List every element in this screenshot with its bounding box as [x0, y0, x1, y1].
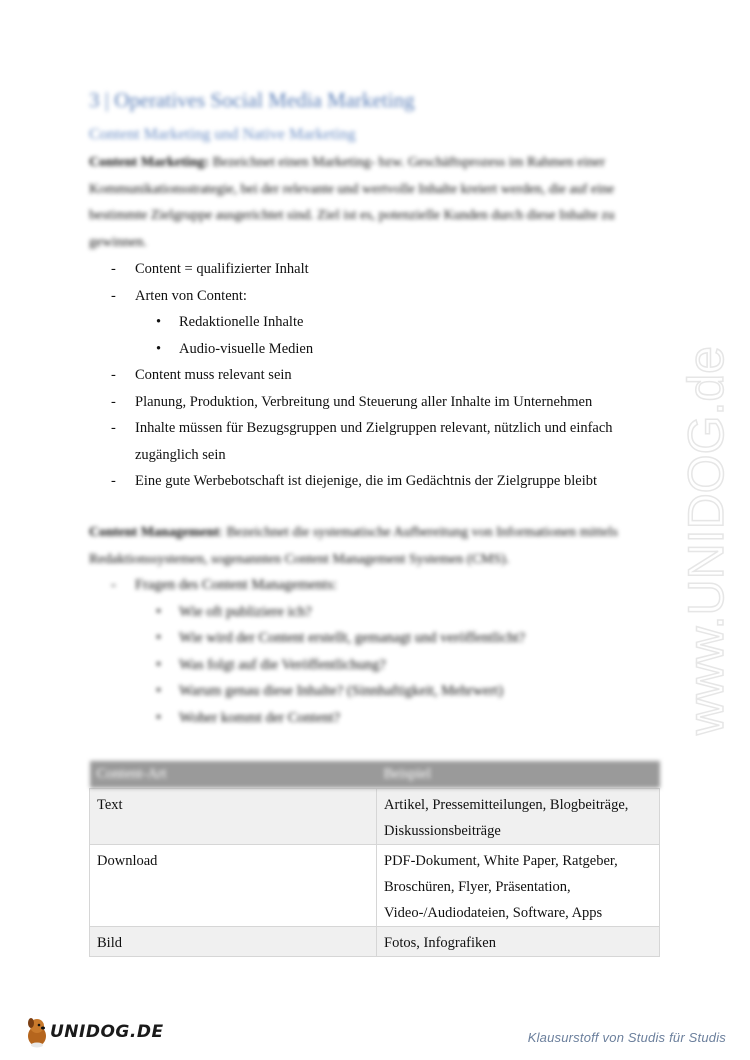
watermark — [665, 280, 745, 740]
table-row — [90, 845, 660, 927]
content-marketing-definition — [89, 150, 664, 256]
list-item: - Planung, Produktion, Verbreitung und Steuerung aller Inhalte im Unternehmen — [111, 393, 593, 410]
table-cell: Fotos, Infografiken — [377, 927, 660, 957]
logo-text: UNIDOG.DE — [50, 1022, 164, 1042]
content-management-text: : Bezeichnet die systematische Aufbereitung von Informationen mittels Redaktionssystemen, sogenannten Content Management Systemen (CMS). — [89, 525, 618, 567]
dog-mascot-icon — [28, 1018, 46, 1048]
table-cell: Artikel, Pressemitteilungen, Blogbeiträge, Diskussionsbeiträge — [377, 789, 660, 845]
content-management-definition — [89, 520, 664, 573]
table-cell: Text — [90, 789, 377, 845]
list-item: • Audio-visuelle Medien — [156, 340, 314, 357]
list-item: • Was folgt auf die Veröffentlichung? — [156, 656, 386, 673]
content-management-questions — [89, 572, 669, 731]
section-title: 3 | Operatives Social Media Marketing — [89, 88, 415, 112]
list-item: - Arten von Content: — [111, 287, 247, 304]
list-item: - Content muss relevant sein — [111, 367, 292, 383]
list-item: • Wie wird der Content erstellt, gemanagt und veröffentlicht? — [156, 630, 526, 646]
table-row — [90, 789, 660, 845]
table-header-example: Beispiel — [377, 761, 660, 789]
footer-tagline: Klausurstoff von Studis für Studis — [527, 1030, 726, 1045]
content-marketing-term: Content Marketing: — [89, 155, 210, 170]
list-item: - Inhalte müssen für Bezugsgruppen und Zielgruppen relevant, nützlich und einfach zugänglich sein — [111, 420, 613, 463]
table-cell: PDF-Dokument, White Paper, Ratgeber, Broschüren, Flyer, Präsentation, Video-/Audiodateien, Software, Apps — [377, 845, 660, 927]
table-cell: Download — [90, 845, 377, 927]
watermark-text: www.UNIDOG.de — [678, 346, 734, 735]
list-item: • Warum genau diese Inhalte? (Sinnhaftigkeit, Mehrwert) — [156, 683, 504, 699]
list-item: - Eine gute Werbebotschaft ist diejenige, die im Gedächtnis der Zielgruppe bleibt — [111, 473, 598, 489]
table-header-row — [90, 761, 660, 789]
content-management-term: Content Management — [89, 525, 220, 540]
subsection-title: Content Marketing und Native Marketing — [89, 126, 356, 143]
table-header-content-type: Content-Art — [90, 761, 377, 789]
list-item: • Wie oft publiziere ich? — [156, 603, 312, 620]
table-row — [90, 927, 660, 957]
list-item: - Fragen des Content Managements: — [111, 577, 337, 593]
list-item: • Redaktionelle Inhalte — [156, 314, 304, 330]
content-types-table — [89, 761, 660, 957]
list-item: - Content = qualifizierter Inhalt — [111, 261, 309, 277]
content-marketing-points — [89, 256, 669, 495]
list-item: • Woher kommt der Content? — [156, 709, 341, 726]
content-marketing-text: Bezeichnet einen Marketing- bzw. Geschäftsprozess im Rahmen einer Kommunikationsstrategie, bei der relevante und wertvolle Inhalte kreiert werden, die auf eine bestimmte Zielgruppe ausgerichtet sind. Ziel ist es, potenzielle Kunden durch diese Inhalte zu gewinnen. — [89, 155, 615, 250]
table-cell: Bild — [90, 927, 377, 957]
